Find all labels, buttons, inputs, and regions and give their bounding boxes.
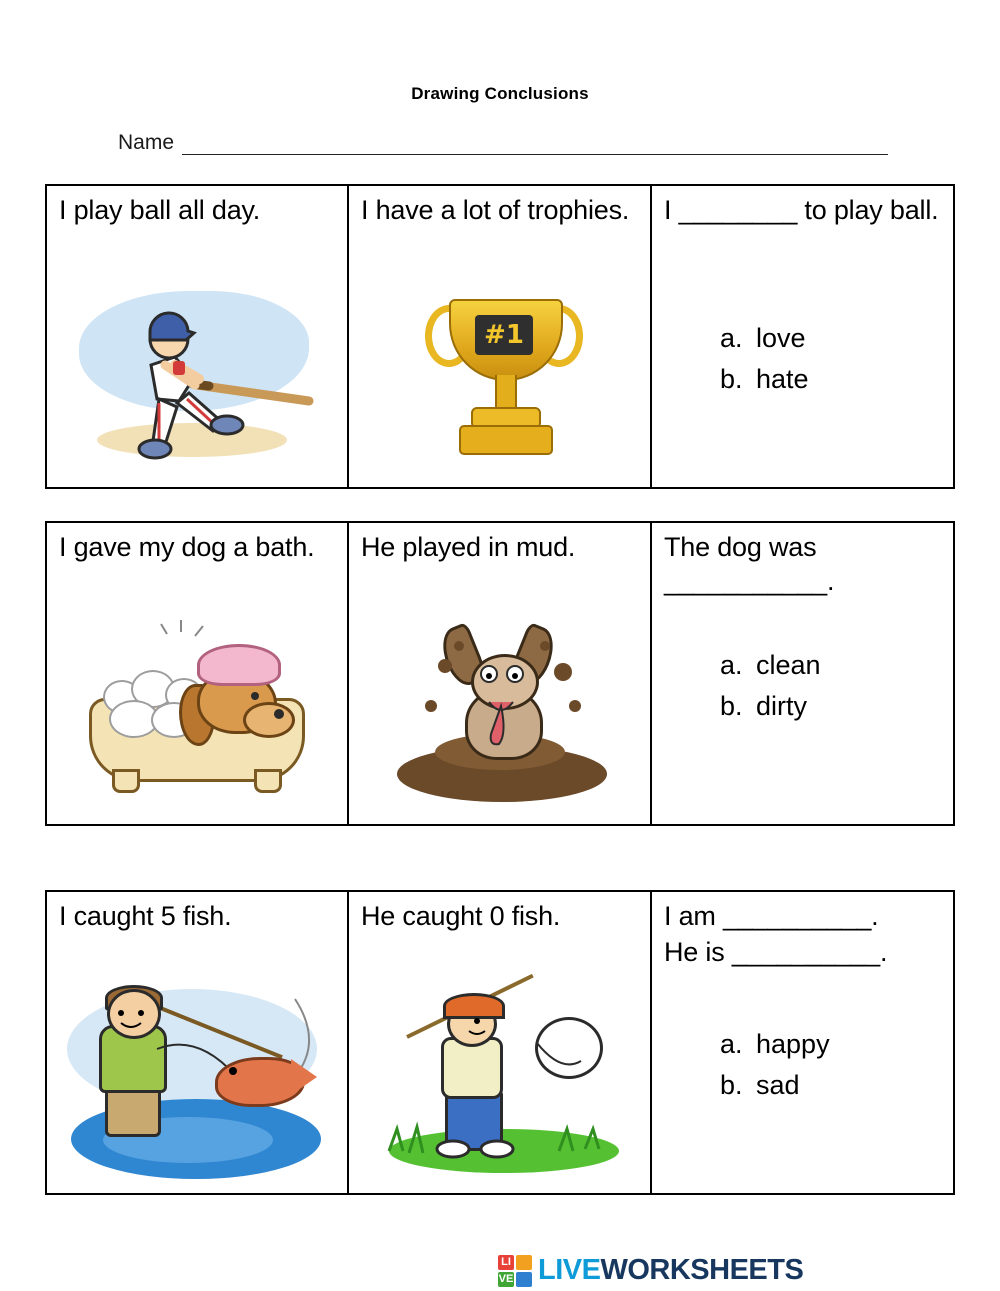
clue-text: He played in mud. [361, 532, 576, 562]
answer-options [720, 1024, 830, 1105]
answer-option[interactable] [720, 318, 809, 359]
option-text: love [756, 323, 806, 353]
man-catching-fish-illustration [47, 979, 347, 1189]
option-text: sad [756, 1069, 800, 1100]
answer-option[interactable] [720, 1024, 830, 1065]
exercise-row-1 [45, 184, 955, 489]
option-text: clean [756, 650, 821, 680]
answer-option[interactable] [720, 1065, 830, 1106]
gold-trophy-illustration [349, 273, 650, 483]
clue-cell-1b [348, 184, 651, 489]
dog-in-bathtub-illustration [47, 610, 347, 820]
clue-cell-1a [45, 184, 348, 489]
clue-text: I play ball all day. [59, 195, 261, 225]
clue-text: I have a lot of trophies. [361, 195, 630, 225]
option-label: b. [720, 690, 743, 721]
option-text: hate [756, 363, 809, 394]
option-label: b. [720, 1069, 743, 1100]
muddy-dog-illustration [349, 610, 650, 820]
logo-word-worksheets: WORKSHEETS [600, 1254, 804, 1286]
option-label: b. [720, 363, 743, 394]
option-text: happy [756, 1029, 830, 1059]
logo-tile-orange [516, 1255, 532, 1270]
logo-tile-ve: VE [498, 1273, 514, 1285]
name-field-row [118, 131, 888, 155]
clue-cell-2b [348, 521, 651, 826]
answer-options [720, 318, 809, 399]
question-cell-2 [651, 521, 955, 826]
logo-tile-blue [516, 1272, 532, 1287]
name-label: Name [118, 131, 175, 154]
logo-tile-li: LI [498, 1255, 514, 1270]
question-cell-1 [651, 184, 955, 489]
option-label: a. [720, 1029, 743, 1059]
answer-options [720, 645, 821, 726]
answer-option[interactable] [720, 359, 809, 400]
option-label: a. [720, 323, 743, 353]
clue-text: He caught 0 fish. [361, 901, 561, 931]
question-text: I ________ to play ball. [664, 195, 939, 225]
question-text: The dog was ___________. [664, 532, 835, 596]
option-label: a. [720, 650, 743, 680]
answer-option[interactable] [720, 686, 821, 727]
clue-cell-3b [348, 890, 651, 1195]
liveworksheets-logo[interactable] [498, 1254, 803, 1287]
page-title: Drawing Conclusions [411, 84, 589, 103]
question-text-line1: I am __________. [664, 901, 879, 931]
option-text: dirty [756, 690, 808, 721]
logo-mark-icon [498, 1255, 532, 1287]
logo-wordmark [538, 1254, 803, 1287]
baseball-batter-illustration [47, 273, 347, 483]
clue-text: I gave my dog a bath. [59, 532, 315, 562]
trophy-number-label: #1 [475, 315, 533, 355]
question-cell-3 [651, 890, 955, 1195]
clue-cell-3a [45, 890, 348, 1195]
boy-with-fishing-net-illustration [349, 979, 650, 1189]
logo-word-live: LIVE [538, 1254, 601, 1286]
question-text-line2: He is __________. [664, 936, 888, 967]
exercise-row-3 [45, 890, 955, 1195]
name-input-line[interactable] [182, 134, 888, 155]
answer-option[interactable] [720, 645, 821, 686]
clue-text: I caught 5 fish. [59, 901, 232, 931]
clue-cell-2a [45, 521, 348, 826]
exercise-row-2 [45, 521, 955, 826]
